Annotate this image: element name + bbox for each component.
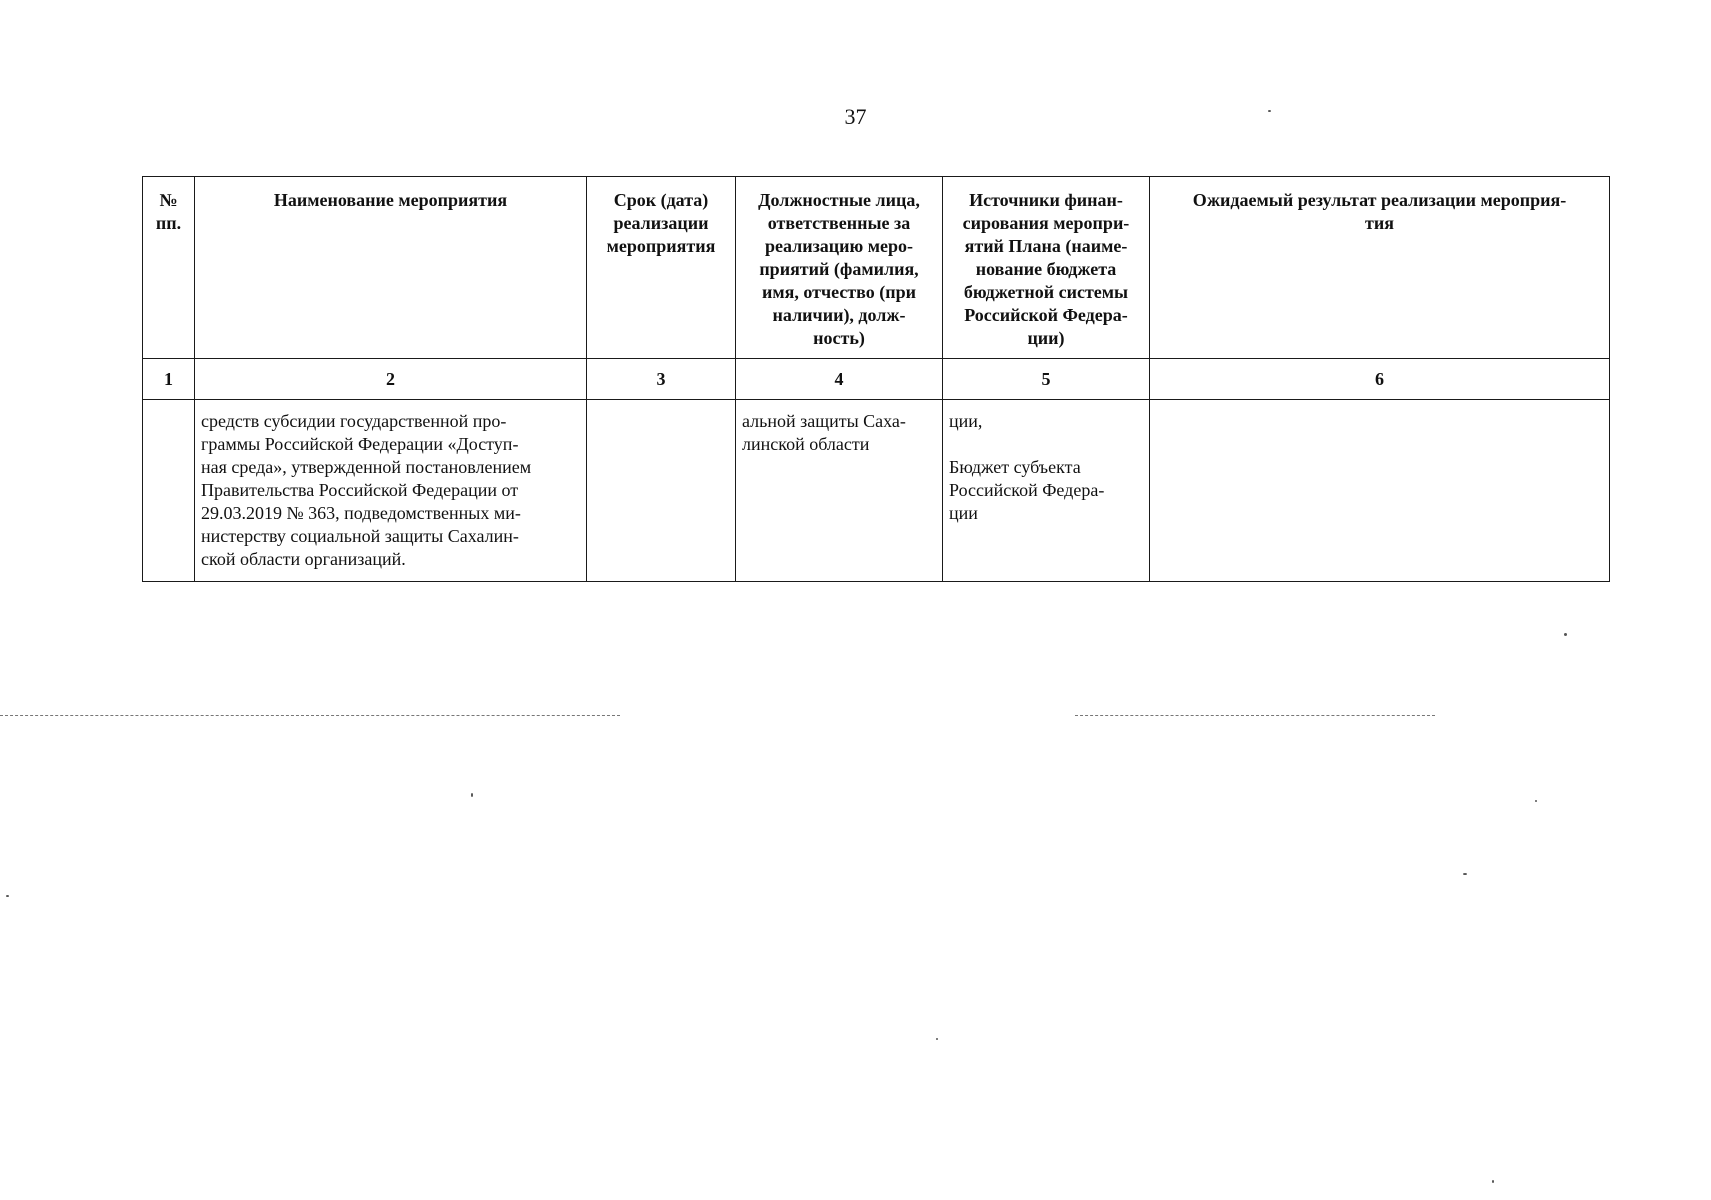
column-number: 2: [195, 359, 587, 400]
column-number: 4: [736, 359, 943, 400]
column-number: 5: [943, 359, 1150, 400]
header-number: № пп.: [143, 177, 195, 359]
scan-speck: [1463, 873, 1467, 875]
header-row: [143, 177, 1610, 359]
header-expected-result: Ожидаемый результат реализации мероприя- тия: [1150, 177, 1610, 359]
table-row: [143, 400, 1610, 582]
header-activity-name: Наименование мероприятия: [195, 177, 587, 359]
page-number: 37: [844, 104, 867, 129]
scan-speck: [6, 895, 9, 897]
column-number-row: [143, 359, 1610, 400]
scan-speck: [1564, 633, 1567, 636]
header-deadline: Срок (дата) реализации мероприятия: [587, 177, 736, 359]
scan-speck: [471, 793, 473, 797]
row-funding: ции, Бюджет субъекта Российской Федера- ции: [943, 400, 1150, 582]
column-number: 6: [1150, 359, 1610, 400]
row-responsible: альной защиты Саха- линской области: [736, 400, 943, 582]
row-number: [143, 400, 195, 582]
row-activity-name: средств субсидии государственной про- граммы Российской Федерации «Доступ- ная среда», утвержденной постановлением Правительства Российской Федерации от 29.03.2019 № 363, подведомственных ми- нистерству социальной защиты Сахалин- ской области организаций.: [195, 400, 587, 582]
row-deadline: [587, 400, 736, 582]
scan-artifact-line: [0, 715, 620, 717]
scan-speck: [1492, 1180, 1494, 1183]
plan-table: [142, 176, 1610, 582]
column-number: 1: [143, 359, 195, 400]
scan-artifact-line: [1075, 715, 1435, 717]
scan-speck: [1535, 800, 1537, 802]
header-funding: Источники финан- сирования меропри- ятий Плана (наиме- нование бюджета бюджетной системы Российской Федера- ции): [943, 177, 1150, 359]
header-responsible: Должностные лица, ответственные за реализацию меро- приятий (фамилия, имя, отчество (при наличии), долж- ность): [736, 177, 943, 359]
scan-speck: [1268, 110, 1271, 112]
row-expected-result: [1150, 400, 1610, 582]
column-number: 3: [587, 359, 736, 400]
scan-speck: [936, 1038, 938, 1040]
